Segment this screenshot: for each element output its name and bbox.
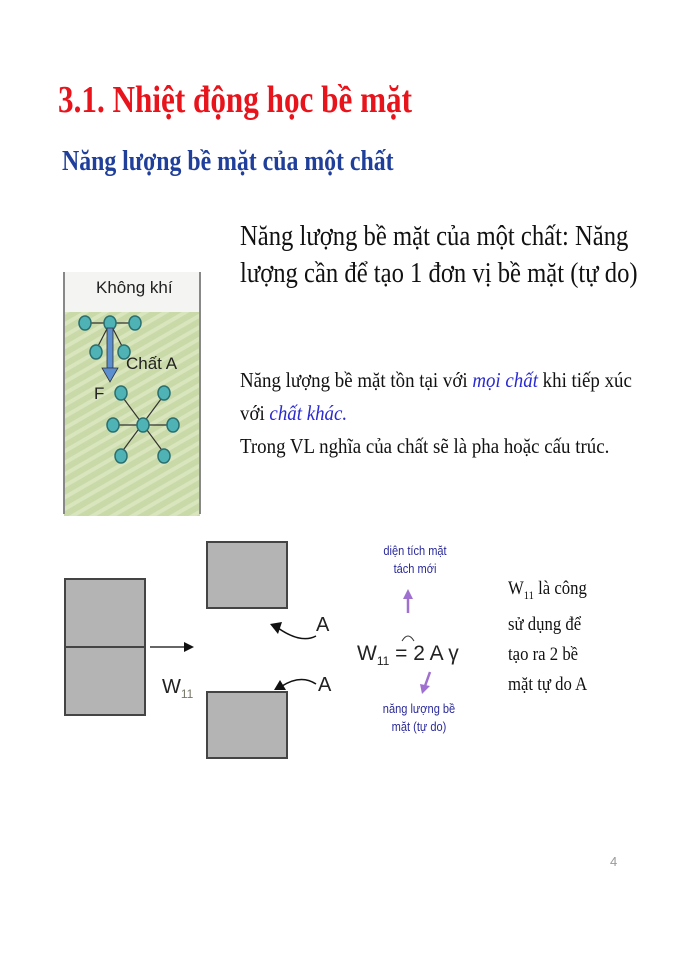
w-symbol: W (508, 578, 524, 599)
emphasis: mọi chất (472, 368, 538, 392)
slide-subtitle: Năng lượng bề mặt của một chất (62, 146, 394, 177)
w-subscript: 11 (523, 587, 534, 602)
surface-label-bottom: A (318, 674, 332, 696)
block-top-separated (206, 541, 288, 609)
slide-title: 3.1. Nhiệt động học bề mặt (58, 79, 413, 121)
page-number: 4 (610, 854, 618, 869)
work-explanation (508, 574, 605, 700)
block-top-joined (64, 578, 146, 648)
beaker-illustration (58, 268, 206, 520)
text: khi tiếp xúc với (240, 368, 632, 425)
arrow-right-icon (150, 640, 195, 654)
explanation-paragraph (240, 364, 636, 463)
surface-label-top: A (316, 614, 330, 636)
text: Năng lượng bề mặt tồn tại với (240, 368, 473, 392)
beaker-drawing (58, 268, 206, 520)
area-annotation: diện tích mặt tách mới (383, 543, 447, 576)
emphasis: chất khác. (269, 401, 348, 425)
force-label: F (94, 384, 105, 403)
substance-label: Chất A (126, 354, 178, 373)
formula-lhs: W (357, 642, 377, 665)
block-bottom-joined (64, 646, 146, 716)
text: Trong VL nghĩa của chất sẽ là pha hoặc cấu trúc. (240, 434, 610, 458)
definition-text: Năng lượng bề mặt của một chất: Năng lượng cần để tạo 1 đơn vị bề mặt (tự do) (240, 221, 638, 289)
work-symbol: W (162, 676, 181, 698)
note-text: là công sử dụng để tạo ra 2 bề mặt tự do A (508, 578, 588, 695)
curved-arrows-icon (266, 612, 321, 702)
formula-subscript: 11 (376, 654, 390, 669)
energy-annotation: năng lượng bề mặt (tự do) (382, 701, 456, 734)
down-arrow-icon (418, 670, 438, 696)
annotation-arrows-icon (400, 585, 420, 645)
work-label (162, 676, 193, 701)
formula-rhs: = 2 A γ (389, 642, 459, 665)
air-label: Không khí (96, 278, 173, 297)
work-subscript: 11 (180, 687, 194, 701)
formula (357, 642, 459, 668)
